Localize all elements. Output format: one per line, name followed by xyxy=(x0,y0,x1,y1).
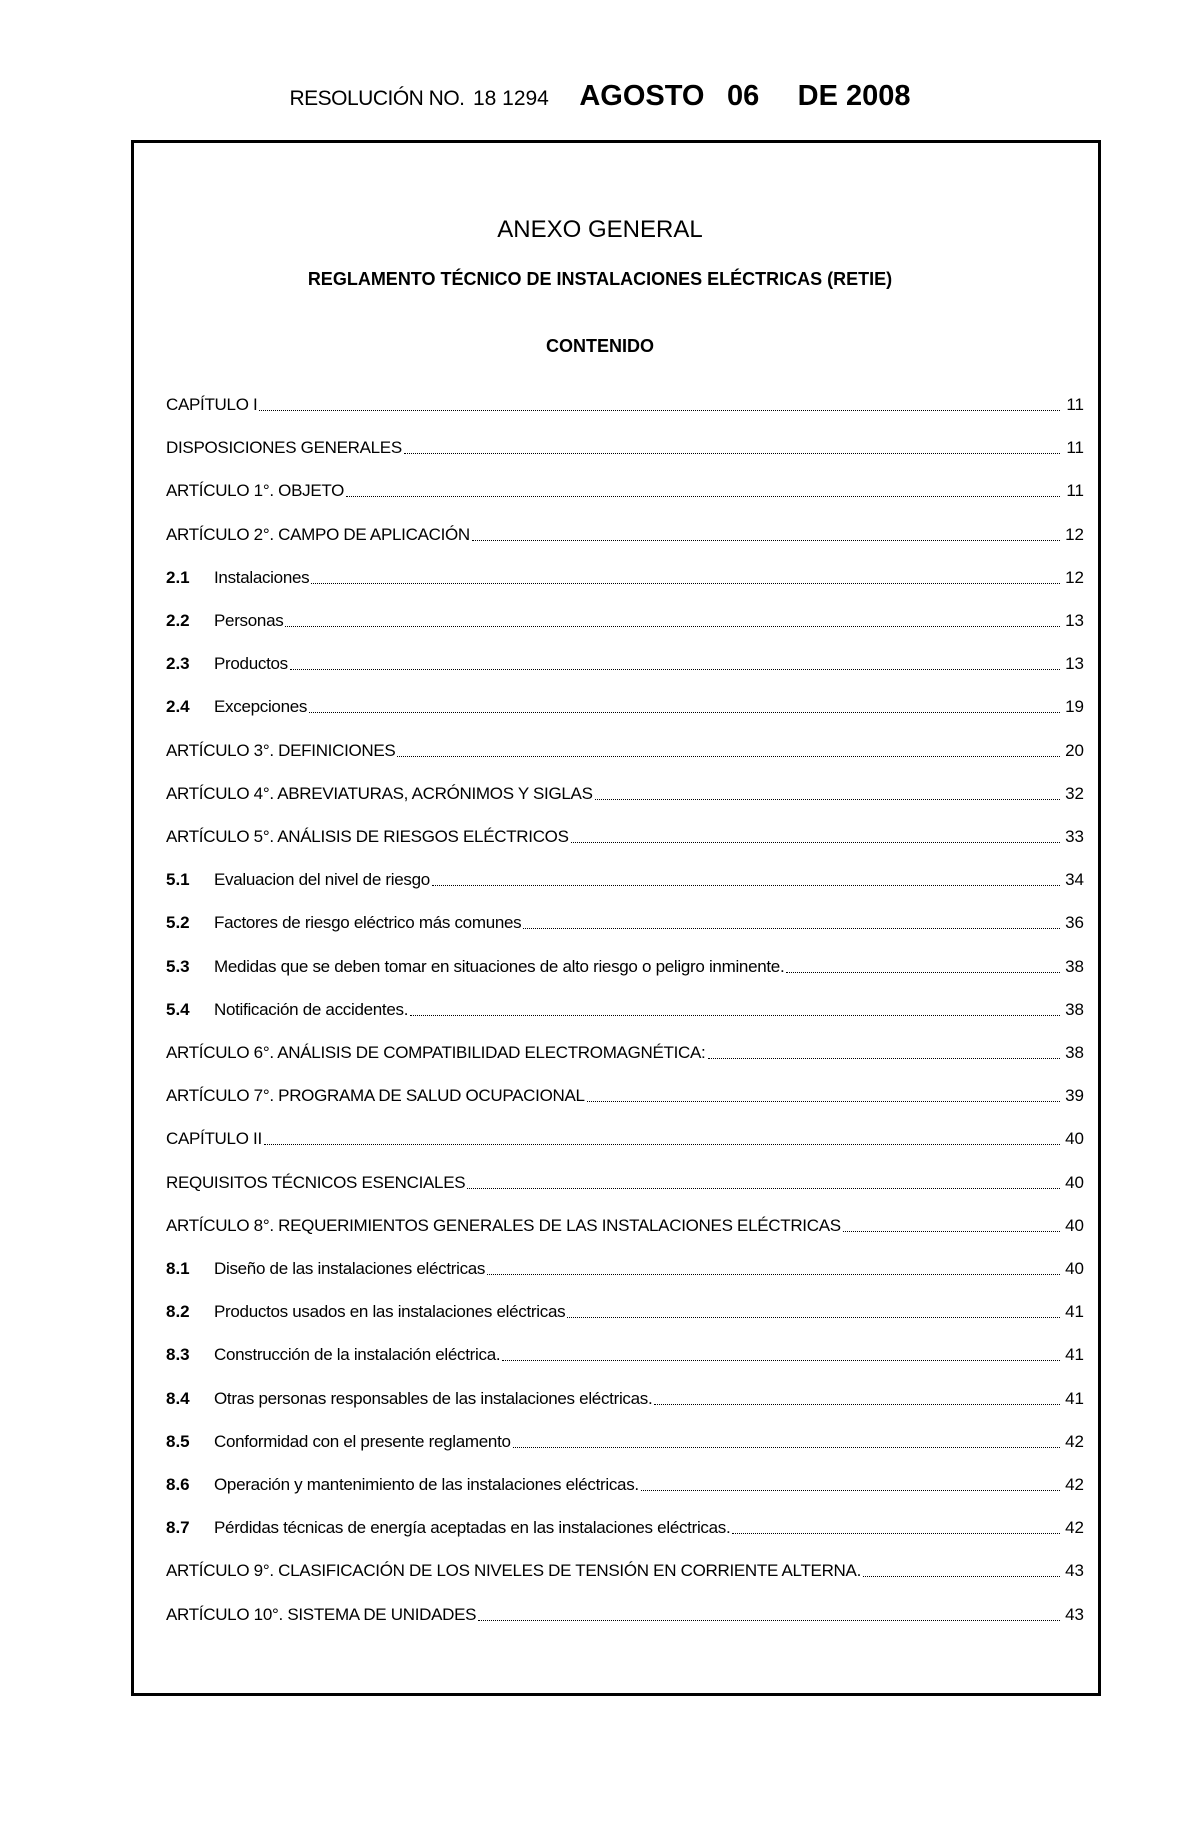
resolution-number: 18 1294 xyxy=(472,87,549,110)
toc-entry-number: 2.1 xyxy=(166,567,190,587)
toc-dot-leader xyxy=(595,798,1060,800)
toc-entry-label: Personas xyxy=(214,611,284,630)
toc-entry[interactable] xyxy=(166,692,1084,718)
toc-entry-label: Construcción de la instalación eléctrica. xyxy=(214,1345,501,1365)
toc-dot-leader xyxy=(654,1403,1060,1405)
toc-entry-page: 34 xyxy=(1065,870,1084,890)
toc-entry-page: 19 xyxy=(1065,697,1084,717)
toc-dot-leader xyxy=(397,755,1060,757)
toc-entry-number: 5.2 xyxy=(166,913,190,933)
toc-entry[interactable] xyxy=(166,995,1084,1021)
resolution-day: 06 xyxy=(726,80,760,112)
toc-entry[interactable] xyxy=(166,1297,1084,1323)
toc-entry-page: 38 xyxy=(1065,999,1084,1019)
toc-entry-page: 12 xyxy=(1065,567,1084,587)
toc-entry-label: Factores de riesgo eléctrico más comunes xyxy=(214,913,522,933)
toc-entry-page: 41 xyxy=(1065,1302,1084,1322)
toc-entry-label: Pérdidas técnicas de energía aceptadas en las instalaciones eléctricas. xyxy=(214,1518,731,1538)
toc-dot-leader xyxy=(571,841,1060,843)
toc-entry[interactable] xyxy=(166,1600,1084,1626)
toc-entry-number: 2.4 xyxy=(166,697,190,717)
toc-dot-leader xyxy=(708,1057,1061,1059)
toc-entry-label: CAPÍTULO II xyxy=(166,1129,262,1149)
toc-entry-page: 42 xyxy=(1065,1518,1084,1538)
toc-dot-leader xyxy=(285,625,1060,627)
toc-entry-number: 5.3 xyxy=(166,956,190,976)
regulation-title: REGLAMENTO TÉCNICO DE INSTALACIONES ELÉCTRICAS (RETIE) xyxy=(307,269,893,289)
toc-dot-leader xyxy=(478,1619,1060,1621)
toc-entry-label: ARTÍCULO 7°. PROGRAMA DE SALUD OCUPACIONAL xyxy=(166,1086,585,1106)
contents-title: CONTENIDO xyxy=(546,336,654,356)
toc-entry-page: 36 xyxy=(1065,913,1084,933)
toc-entry-label: ARTÍCULO 5°. ANÁLISIS DE RIESGOS ELÉCTRICOS xyxy=(166,827,569,846)
toc-dot-leader xyxy=(432,884,1060,886)
toc-entry[interactable] xyxy=(166,1513,1084,1539)
toc-dot-leader xyxy=(311,582,1060,584)
toc-entry-page: 13 xyxy=(1065,654,1084,674)
toc-entry[interactable] xyxy=(166,1211,1084,1237)
toc-entry-label: Conformidad con el presente reglamento xyxy=(214,1431,511,1451)
toc-entry-page: 40 xyxy=(1065,1172,1084,1192)
toc-entry-page: 11 xyxy=(1066,438,1084,458)
toc-entry-number: 8.2 xyxy=(166,1302,190,1322)
toc-dot-leader xyxy=(259,409,1060,411)
toc-entry[interactable] xyxy=(166,1124,1084,1150)
toc-entry-number: 2.2 xyxy=(166,611,190,630)
toc-entry[interactable] xyxy=(166,865,1084,891)
toc-entry[interactable] xyxy=(166,1038,1084,1064)
toc-entry-page: 12 xyxy=(1065,524,1084,544)
toc-entry-page: 11 xyxy=(1066,395,1084,414)
toc-entry-label: REQUISITOS TÉCNICOS ESENCIALES xyxy=(166,1172,466,1192)
toc-entry-number: 8.4 xyxy=(166,1388,190,1408)
toc-entry[interactable] xyxy=(166,1470,1084,1496)
toc-dot-leader xyxy=(404,452,1060,454)
toc-entry-page: 40 xyxy=(1065,1129,1084,1149)
resolution-month: AGOSTO xyxy=(579,80,705,112)
toc-entry[interactable] xyxy=(166,1384,1084,1410)
toc-entry-page: 32 xyxy=(1065,783,1084,803)
toc-entry[interactable] xyxy=(166,736,1084,762)
toc-entry-page: 41 xyxy=(1065,1345,1084,1365)
toc-entry[interactable] xyxy=(166,520,1084,546)
toc-entry-page: 43 xyxy=(1065,1561,1084,1581)
toc-entry-page: 42 xyxy=(1065,1431,1084,1451)
toc-entry-label: ARTÍCULO 10°. SISTEMA DE UNIDADES xyxy=(166,1604,477,1624)
toc-entry[interactable] xyxy=(166,1340,1084,1366)
toc-dot-leader xyxy=(290,668,1060,670)
toc-entry-label: Medidas que se deben tomar en situaciones de alto riesgo o peligro inminente. xyxy=(214,956,785,976)
toc-entry-label: ARTÍCULO 9°. CLASIFICACIÓN DE LOS NIVELES DE TENSIÓN EN CORRIENTE ALTERNA. xyxy=(166,1561,861,1581)
toc-entry-label: ARTÍCULO 1°. OBJETO xyxy=(166,481,345,501)
toc-dot-leader xyxy=(641,1489,1060,1491)
toc-entry-label: ARTÍCULO 6°. ANÁLISIS DE COMPATIBILIDAD ELECTROMAGNÉTICA: xyxy=(166,1043,706,1062)
toc-entry-label: Excepciones xyxy=(214,697,308,717)
toc-dot-leader xyxy=(732,1532,1060,1534)
toc-dot-leader xyxy=(467,1187,1060,1189)
toc-dot-leader xyxy=(487,1273,1060,1275)
toc-entry-page: 11 xyxy=(1066,481,1084,501)
toc-dot-leader xyxy=(309,711,1060,713)
toc-entry-page: 13 xyxy=(1065,611,1084,630)
toc-entry-label: CAPÍTULO I xyxy=(166,395,258,414)
toc-entry[interactable] xyxy=(166,433,1084,459)
toc-entry-label: Instalaciones xyxy=(214,567,310,587)
toc-entry[interactable] xyxy=(166,1168,1084,1194)
toc-entry-label: ARTÍCULO 3°. DEFINICIONES xyxy=(166,740,396,760)
toc-entry-number: 8.3 xyxy=(166,1345,190,1365)
toc-entry-label: ARTÍCULO 2°. CAMPO DE APLICACIÓN xyxy=(166,524,470,544)
toc-dot-leader xyxy=(786,971,1060,973)
toc-dot-leader xyxy=(567,1316,1060,1318)
toc-dot-leader xyxy=(843,1230,1060,1232)
toc-entry-label: Productos usados en las instalaciones eléctricas xyxy=(214,1302,566,1322)
toc-entry-label: Evaluacion del nivel de riesgo xyxy=(214,870,430,890)
toc-entry[interactable] xyxy=(166,779,1084,805)
toc-entry-label: Operación y mantenimiento de las instalaciones eléctricas. xyxy=(214,1475,639,1494)
toc-entry-label: Productos xyxy=(214,654,288,674)
toc-entry[interactable] xyxy=(166,1254,1084,1280)
annex-title: ANEXO GENERAL xyxy=(497,216,703,243)
toc-entry[interactable] xyxy=(166,1556,1084,1582)
toc-entry-label: Otras personas responsables de las instalaciones eléctricas. xyxy=(214,1388,653,1408)
toc-entry-number: 5.1 xyxy=(166,870,190,890)
toc-entry-page: 40 xyxy=(1065,1215,1084,1235)
toc-entry-page: 41 xyxy=(1065,1388,1084,1408)
toc-dot-leader xyxy=(587,1100,1060,1102)
toc-entry-label: ARTÍCULO 4°. ABREVIATURAS, ACRÓNIMOS Y SIGLAS xyxy=(166,783,593,803)
toc-entry-number: 2.3 xyxy=(166,654,190,674)
toc-entry[interactable] xyxy=(166,908,1084,934)
toc-dot-leader xyxy=(410,1014,1060,1016)
toc-entry-number: 8.6 xyxy=(166,1475,190,1494)
toc-entry[interactable] xyxy=(166,822,1084,848)
toc-entry-label: DISPOSICIONES GENERALES xyxy=(166,438,402,458)
toc-entry-label: ARTÍCULO 8°. REQUERIMIENTOS GENERALES DE LAS INSTALACIONES ELÉCTRICAS xyxy=(166,1215,841,1235)
toc-entry[interactable] xyxy=(166,476,1084,502)
toc-dot-leader xyxy=(863,1575,1060,1577)
toc-dot-leader xyxy=(472,539,1060,541)
toc-entry-page: 42 xyxy=(1065,1475,1084,1494)
page-header xyxy=(0,80,1200,113)
toc-entry-label: Notificación de accidentes. xyxy=(214,999,409,1019)
toc-entry[interactable] xyxy=(166,649,1084,675)
toc-entry-number: 5.4 xyxy=(166,999,190,1019)
toc-entry[interactable] xyxy=(166,1427,1084,1453)
resolution-label: RESOLUCIÓN NO. xyxy=(289,87,465,110)
toc-entry-page: 40 xyxy=(1065,1259,1084,1278)
toc-entry-number: 8.7 xyxy=(166,1518,190,1538)
toc-entry[interactable] xyxy=(166,1081,1084,1107)
toc-dot-leader xyxy=(346,495,1060,497)
toc-entry-number: 8.5 xyxy=(166,1431,190,1451)
toc-entry-page: 38 xyxy=(1065,956,1084,976)
toc-entry[interactable] xyxy=(166,952,1084,978)
toc-entry-page: 39 xyxy=(1065,1086,1084,1106)
toc-entry-page: 38 xyxy=(1065,1043,1084,1062)
toc-dot-leader xyxy=(502,1359,1060,1361)
toc-entry[interactable] xyxy=(166,606,1084,632)
resolution-year: DE 2008 xyxy=(797,80,911,112)
toc-entry-label: Diseño de las instalaciones eléctricas xyxy=(214,1259,486,1278)
toc-entry-number: 8.1 xyxy=(166,1259,190,1278)
toc-dot-leader xyxy=(264,1143,1060,1145)
toc-dot-leader xyxy=(513,1446,1060,1448)
toc-entry-page: 43 xyxy=(1065,1604,1084,1624)
toc-entry-page: 33 xyxy=(1065,827,1084,846)
toc-entry-page: 20 xyxy=(1065,740,1084,760)
toc-entry[interactable] xyxy=(166,390,1084,416)
toc-entry[interactable] xyxy=(166,563,1084,589)
toc-dot-leader xyxy=(523,927,1060,929)
